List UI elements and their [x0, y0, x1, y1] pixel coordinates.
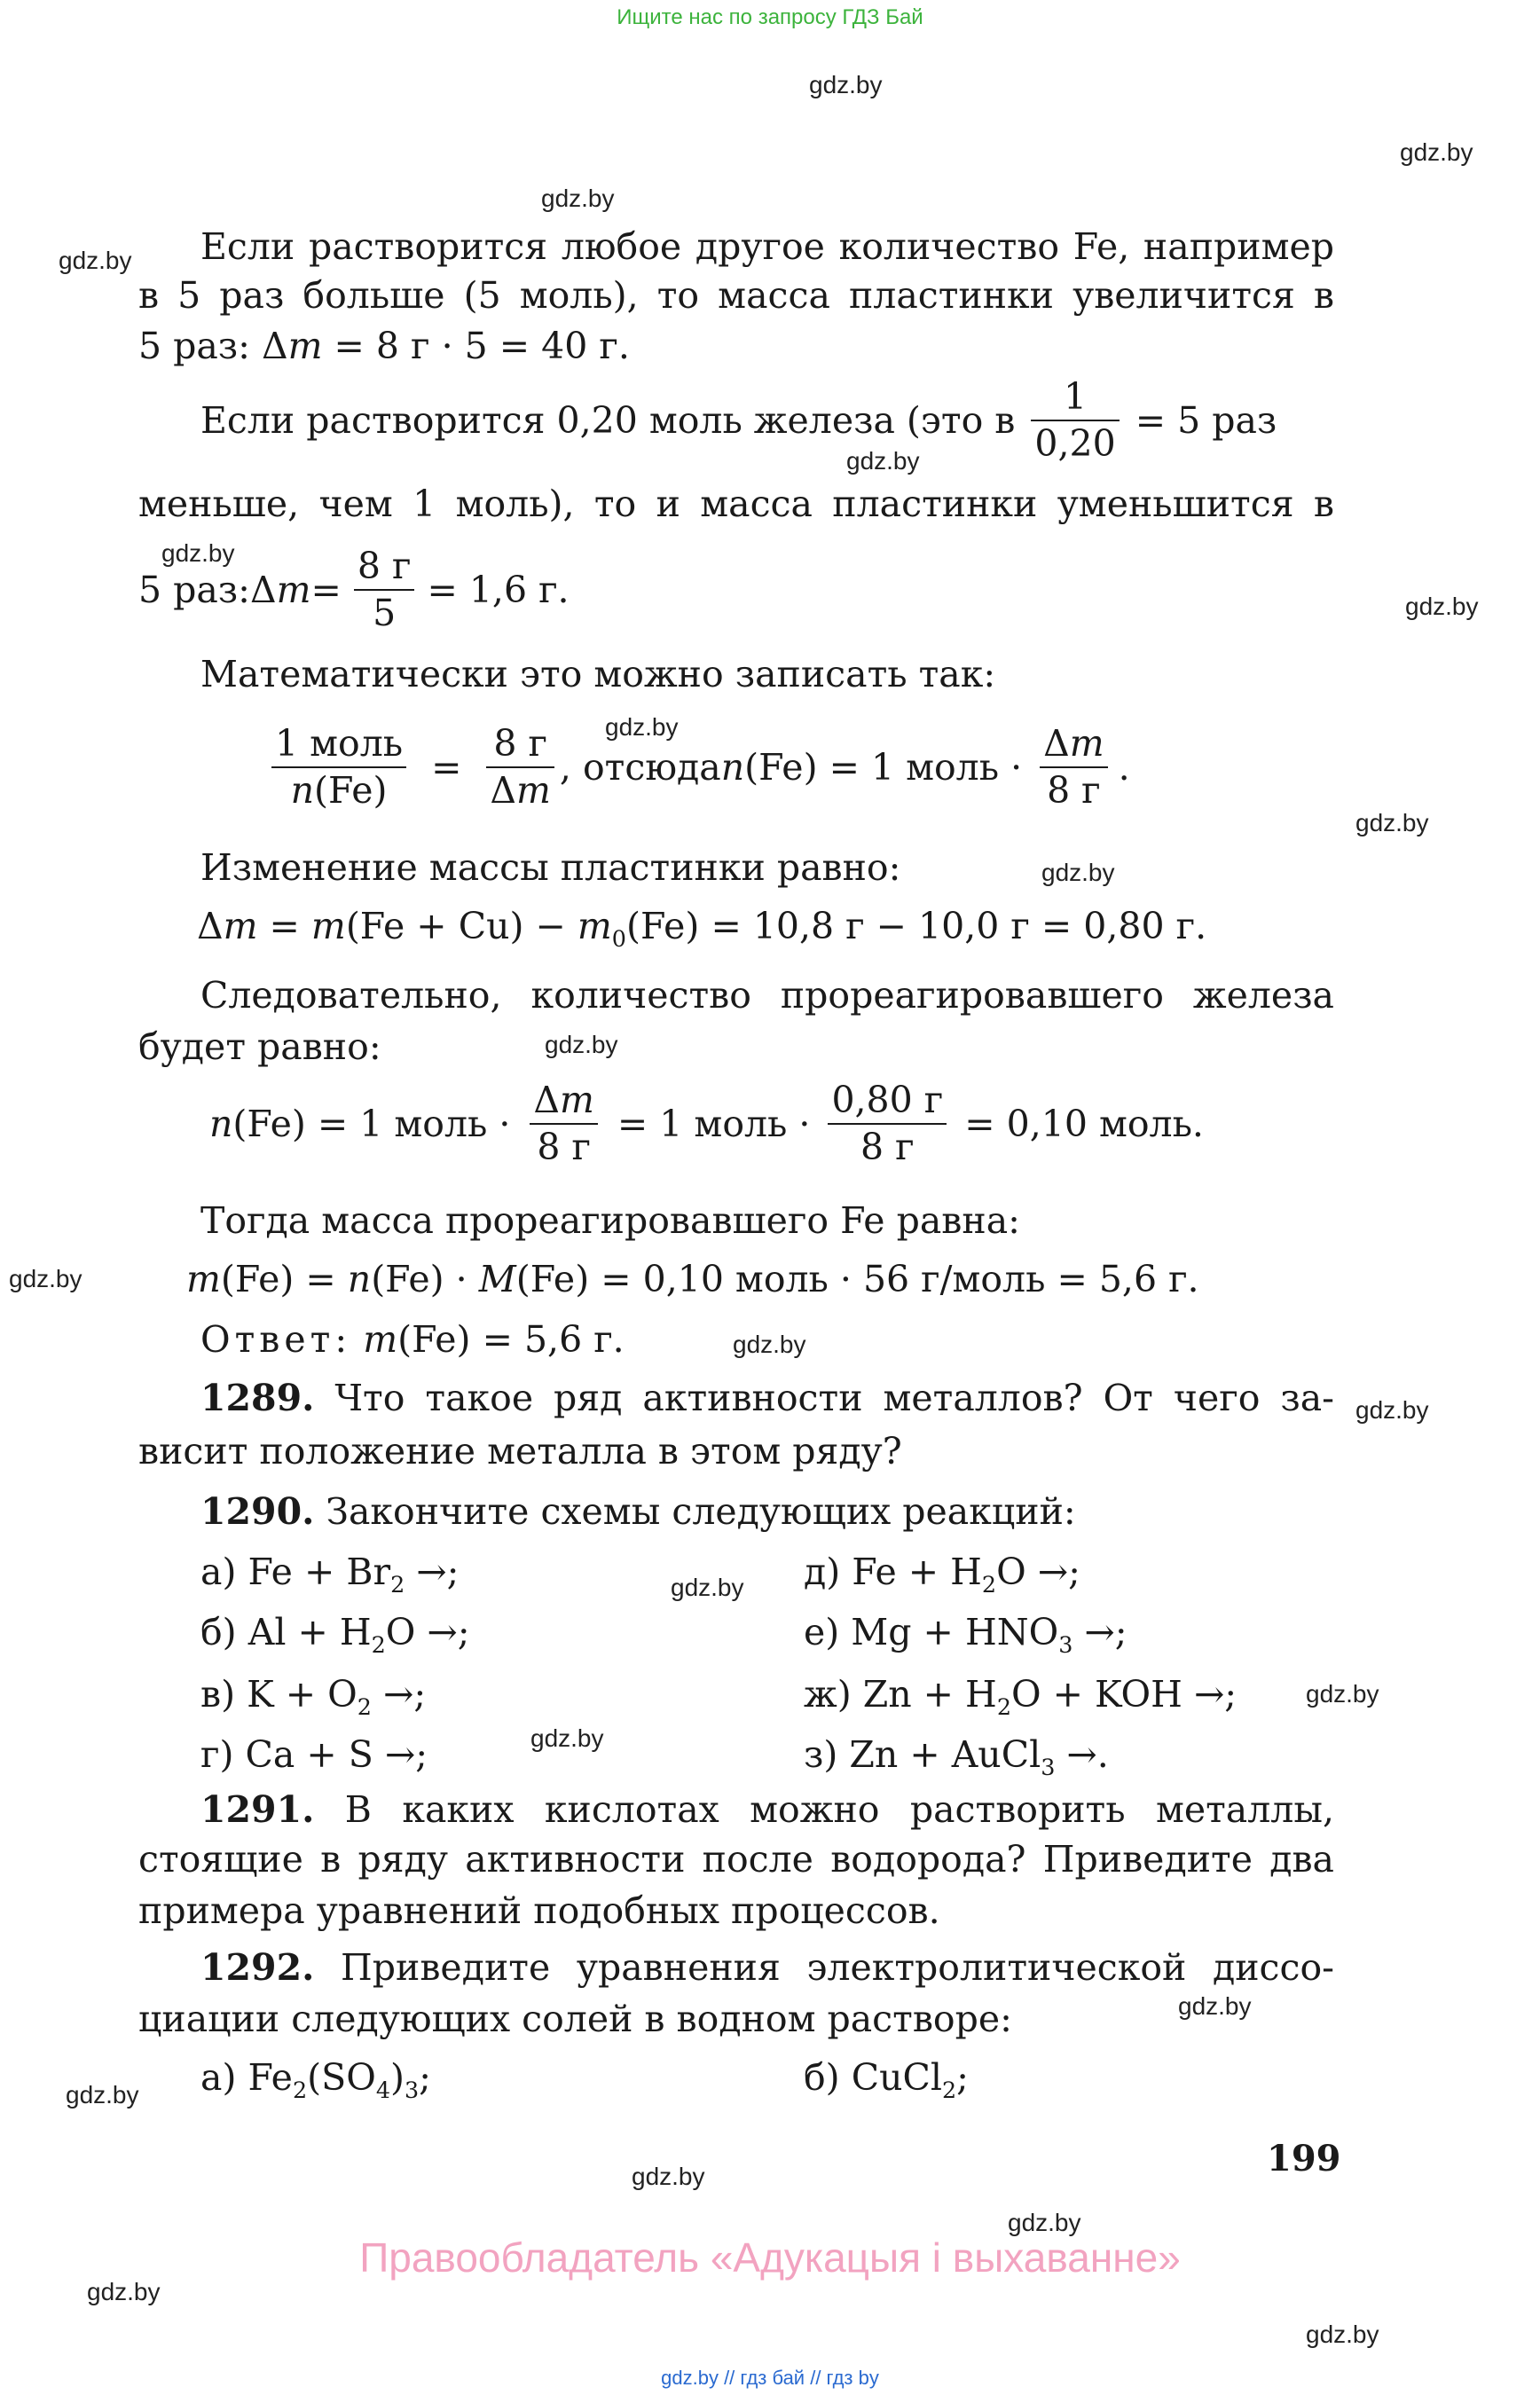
exercise-1292: 1292. Приведите уравнения электролитической диссо- [200, 1946, 1334, 1989]
watermark: gdz.by [530, 1724, 604, 1752]
exercise-1289: 1289. Что такое ряд активности металлов? От чего за- [200, 1377, 1334, 1419]
exercise-1289-line: висит положение металла в этом ряду? [138, 1430, 902, 1472]
watermark: gdz.by [541, 185, 615, 212]
watermark: gdz.by [1355, 809, 1429, 836]
exercise-1291-line: примера уравнений подобных процессов. [138, 1889, 940, 1932]
reaction-a: а) $Fe + Br_2$ →; [200, 1551, 460, 1598]
watermark: gdz.by [9, 1265, 82, 1292]
watermark: gdz.by [545, 1031, 618, 1058]
paragraph-line: Если растворится любое другое количество Fe, например [200, 225, 1334, 268]
exercise-1291: 1291. В каких кислотах можно растворить металлы, [200, 1788, 1334, 1831]
paragraph-line: Если растворится 0,20 моль железа (это в $\frac{1}{0,20}$ = 5 раз [200, 374, 1277, 465]
formula: $\Delta m = m(Fe + Cu) - m_0(Fe) = 10,8$ г − 10,0 г = 0,80 г. [197, 905, 1207, 952]
watermark: gdz.by [733, 1331, 806, 1358]
paragraph-line: в 5 раз больше (5 моль), то масса пластинки увеличится в [138, 274, 1334, 317]
formula: $\frac{\text{1 моль}}{n(Fe)}$ = $\frac{8 г}{\Delta m}$ , отсюда n (Fe) = 1 моль · $\frac{\Delta m}{8 г}$ . [266, 715, 1130, 820]
copyright-notice: Правообладатель «Адукацыя і выхаванне» [359, 2234, 1181, 2281]
page-number: 199 [1267, 2138, 1341, 2179]
reaction-e: е) $Mg + HNO_3$ →; [804, 1611, 1128, 1658]
reaction-zh: ж) $Zn + H_2O$ + KOH →; [804, 1673, 1238, 1720]
paragraph-line: Следовательно, количество прореагировавшего железа [200, 974, 1334, 1017]
watermark: gdz.by [66, 2081, 139, 2109]
formula: n (Fe) = 1 моль · $\frac{\Delta m}{8 г}$ = 1 моль · $\frac{0,80 г}{8 г}$ = 0,10 моль. [209, 1078, 1204, 1168]
formula: m(Fe) = n(Fe) · M(Fe) = 0,10 моль · 56 г/моль = 5,6 г. [186, 1258, 1199, 1300]
watermark: gdz.by [846, 447, 920, 475]
reaction-d: д) $Fe + H_2O$ →; [804, 1551, 1080, 1598]
answer: Ответ: m(Fe) = 5,6 г. [200, 1318, 625, 1361]
paragraph-line: Математически это можно записать так: [200, 653, 996, 695]
reaction-z: з) Zn + AuCl$_3$ →. [804, 1733, 1109, 1780]
salt-a: а) $Fe_2(SO_4)_3$; [200, 2056, 431, 2103]
paragraph-line: меньше, чем 1 моль), то и масса пластинки уменьшится в [138, 483, 1334, 525]
watermark: gdz.by [59, 247, 132, 274]
reaction-v: в) $K + O_2$ →; [200, 1673, 427, 1720]
footer-links[interactable]: gdz.by // гдз бай // гдз by [661, 2367, 879, 2389]
paragraph-line: 5 раз: Δ m = $\frac{8 г}{5}$ = 1,6 г. [138, 544, 570, 634]
paragraph-line: Тогда масса прореагировавшего Fe равна: [200, 1199, 1020, 1242]
exercise-1292-line: циации следующих солей в водном растворе: [138, 1998, 1012, 2040]
watermark: gdz.by [1306, 2321, 1379, 2348]
watermark: gdz.by [1178, 1992, 1252, 2020]
reaction-b: б) $Al + H_2O$ →; [200, 1611, 470, 1658]
paragraph-line: Изменение массы пластинки равно: [200, 846, 901, 889]
paragraph-line: будет равно: [138, 1025, 381, 1068]
watermark: gdz.by [605, 713, 679, 741]
watermark: gdz.by [1306, 1680, 1379, 1708]
watermark: gdz.by [809, 71, 883, 98]
paragraph-line: 5 раз: Δm = 8 г · 5 = 40 г. [138, 325, 630, 367]
watermark: gdz.by [1355, 1396, 1429, 1424]
watermark: gdz.by [1405, 593, 1479, 620]
watermark: gdz.by [1400, 138, 1473, 166]
salt-b: б) CuCl$_2$; [804, 2056, 969, 2103]
watermark: gdz.by [87, 2278, 161, 2305]
exercise-1291-line: стоящие в ряду активности после водорода? Приведите два [138, 1838, 1334, 1881]
top-banner[interactable]: Ищите нас по запросу ГДЗ Бай [617, 5, 923, 29]
watermark: gdz.by [632, 2163, 705, 2190]
watermark: gdz.by [671, 1574, 744, 1601]
watermark: gdz.by [161, 539, 235, 567]
watermark: gdz.by [1008, 2209, 1081, 2236]
watermark: gdz.by [1041, 859, 1115, 886]
reaction-g: г) Ca + S →; [200, 1733, 428, 1776]
exercise-1290: 1290. Закончите схемы следующих реакций: [200, 1490, 1076, 1533]
